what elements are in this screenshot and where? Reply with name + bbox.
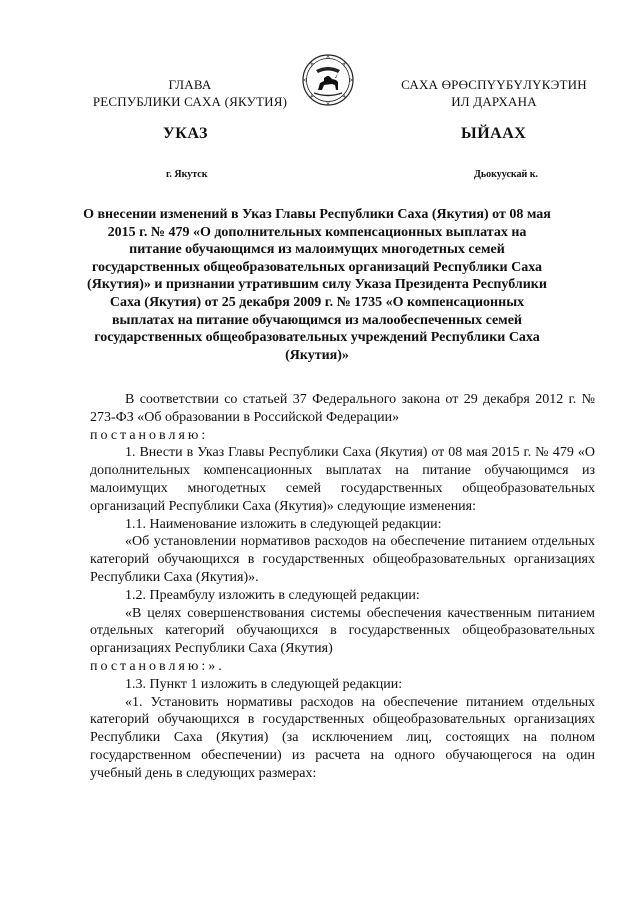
item-1-3: 1.3. Пункт 1 изложить в следующей редакции: <box>125 676 403 692</box>
issuer-left-line1: ГЛАВА <box>168 77 212 92</box>
intro-paragraph: В соответствии со статьей 37 Федерального закона от 29 декабря 2012 г. № 273-ФЗ «Об образовании в Российской Федерации» <box>90 392 595 425</box>
issuer-left <box>80 76 300 110</box>
city-left: г. Якутск <box>166 169 208 180</box>
item-1-2-text: «В целях совершенствования системы обеспечения качественным питанием отдельных категорий обучающихся в государственных общеобразовательных организациях Республики Саха (Якутия) <box>90 605 595 657</box>
issuer-right-line1: САХА ӨРӨСПҮҮБҮЛҮКЭТИН <box>401 77 587 92</box>
document-body <box>90 391 595 783</box>
doc-type-right: ЫЙААХ <box>461 125 527 142</box>
item-1-1-text: «Об установлении нормативов расходов на обеспечение питанием отдельных категорий обучающихся в государственных общеобразовательных организациях Республики Саха (Якутия)». <box>90 534 595 585</box>
coat-of-arms-emblem <box>302 54 354 106</box>
doc-type-left: УКАЗ <box>163 125 208 142</box>
item-1-1: 1.1. Наименование изложить в следующей редакции: <box>125 516 442 532</box>
issuer-left-line2: РЕСПУБЛИКИ САХА (ЯКУТИЯ) <box>92 94 288 109</box>
issuer-right <box>384 76 604 110</box>
issuer-right-line2: ИЛ ДАРХАНА <box>451 94 537 109</box>
item-1-2-decree: постановляю:». <box>90 658 225 674</box>
item-1-3-text: «1. Установить нормативы расходов на обеспечение питанием отдельных категорий обучающихся в государственных общеобразовательных организациях Республики Саха (Якутия) (за исключением лиц, состоящих на полном государственном обеспечении) из расчета на одного обучающегося на один учебный день в следующих размерах: <box>90 694 595 781</box>
decree-word: постановляю: <box>90 427 209 443</box>
item-1-2: 1.2. Преамбулу изложить в следующей редакции: <box>125 587 420 603</box>
item-1: 1. Внести в Указ Главы Республики Саха (Якутия) от 08 мая 2015 г. № 479 «О дополнительных компенсационных выплатах на питание обучающимся из малоимущих многодетных семей государственных общеобразовательных организаций Республики Саха (Якутия)» следующие изменения: <box>90 445 595 514</box>
city-right: Дьокуускай к. <box>474 169 539 180</box>
document-title: О внесении изменений в Указ Главы Республики Саха (Якутия) от 08 мая 2015 г. № 479 «О дополнительных компенсационных выплатах на питание обучающимся из малоимущих многодетных семей государственных общеобразовательных организаций Республики Саха (Якутия)» и признании утратившим силу Указа Президента Республики Саха (Якутия) от 25 декабря 2009 г. № 1735 «О компенсационных выплатах на питание обучающимся из малообеспеченных семей государственных общеобразовательных учреждений Республики Саха (Якутия)» <box>83 207 551 363</box>
